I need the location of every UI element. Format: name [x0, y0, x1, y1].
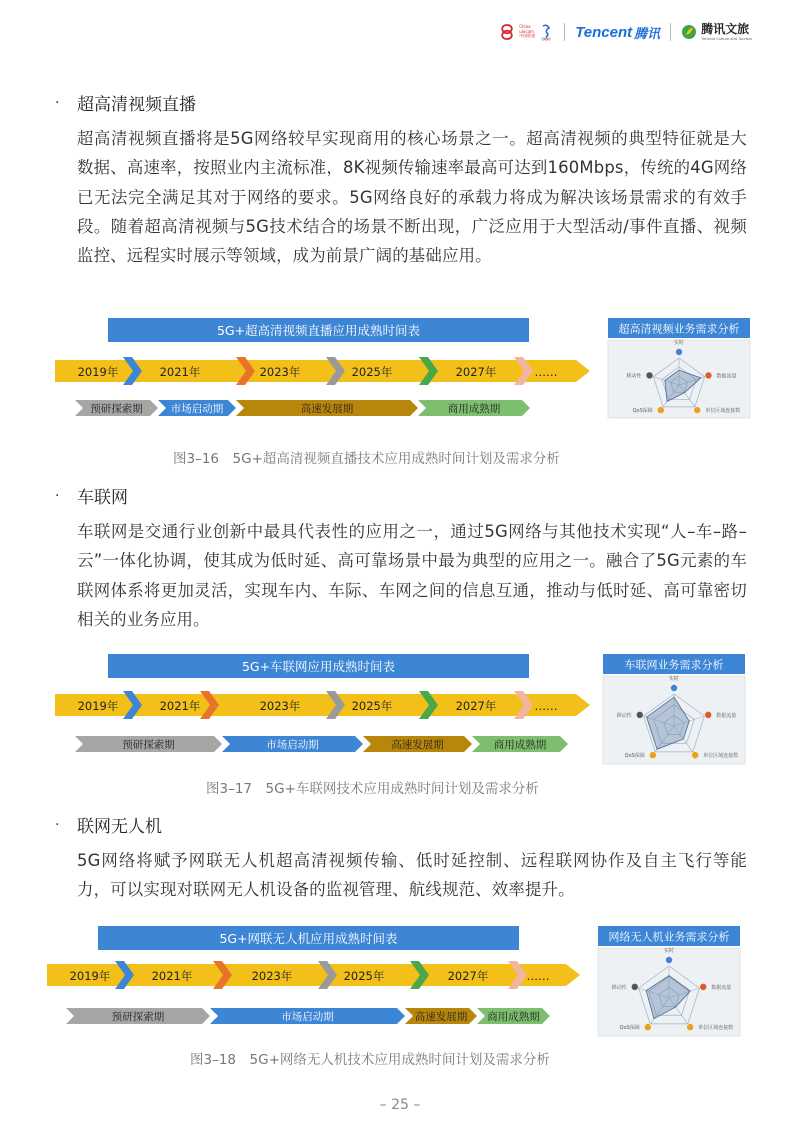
timeline-title: 5G+网联无人机应用成熟时间表	[219, 931, 398, 946]
section-heading	[55, 90, 196, 115]
tencent-logo-en: Tencent	[575, 23, 633, 41]
radar-axis-label: 移动性	[626, 373, 642, 380]
section-paragraph: 超高清视频直播将是5G网络较早实现商用的核心场景之一。超高清视频的典型特征就是大数据、高速率，按照业内主流标准，8K视频传输速率最高可达到160Mbps，传统的4G网络已无法完全满足其对于网络的要求。5G网络良好的承载力将成为解决该场景需求的有效手段。随着超高清视频与5G技术结合的场景不断出现，广泛应用于大型活动/事件直播、视频监控、远程实时展示等领域，成为前景广阔的基础应用。	[77, 129, 747, 266]
timeline-title: 5G+车联网应用成熟时间表	[241, 659, 396, 674]
section-title: 超高清视频直播	[77, 95, 196, 115]
timeline-year-label: 2027年	[455, 365, 497, 379]
timeline-year-label: ……	[534, 365, 558, 379]
radar-axis-label: 单位区域连接数	[698, 1025, 734, 1032]
header-logos	[498, 18, 752, 46]
radar-axis-icon	[658, 407, 664, 413]
wenlv-logo-en: Tencent Culture and Tourism	[701, 36, 752, 41]
bullet-icon: ·	[55, 94, 60, 111]
radar-axis-icon	[632, 984, 638, 990]
phase-label: 商用成熟期	[493, 739, 547, 751]
radar-axis-label: 实时	[668, 676, 680, 682]
radar-axis-label: 单位区域连接数	[705, 408, 741, 415]
timeline-year-label: 2023年	[259, 365, 301, 379]
phase-label: 市场启动期	[170, 403, 224, 415]
radar-axis-label: 移动性	[611, 984, 627, 991]
radar-axis-label: QoS保障	[632, 408, 653, 415]
timeline-svg	[0, 314, 800, 444]
section-title: 车联网	[77, 488, 128, 508]
radar-axis-label: 单位区域连接数	[703, 753, 739, 760]
radar-axis-icon	[646, 372, 652, 378]
phase-label: 预研探索期	[111, 1011, 165, 1023]
figure-3-17	[0, 650, 800, 810]
radar-axis-icon	[694, 407, 700, 413]
timeline-year-label: 2023年	[251, 969, 293, 983]
timeline-year-label: 2025年	[351, 365, 393, 379]
logo-divider	[564, 23, 565, 41]
section-heading	[55, 812, 162, 837]
radar-axis-label: 数据流量	[711, 984, 732, 991]
radar-axis-label: 数据流量	[716, 712, 737, 719]
winter-olympics-emblem-icon	[540, 23, 554, 41]
timeline-year-label: 2019年	[77, 699, 119, 713]
timeline-year-label: 2025年	[343, 969, 385, 983]
logo-divider	[670, 23, 671, 41]
bullet-icon: ·	[55, 487, 60, 504]
radar-axis-icon	[676, 349, 682, 355]
figure-caption: 图3–16 5G+超高清视频直播技术应用成熟时间计划及需求分析	[173, 451, 560, 467]
bullet-icon: ·	[55, 816, 60, 833]
timeline-year-label: ……	[526, 969, 550, 983]
timeline-year-label: 2023年	[259, 699, 301, 713]
timeline-year-label: 2019年	[77, 365, 119, 379]
china-unicom-logo	[498, 23, 554, 41]
timeline-year-label: 2019年	[69, 969, 111, 983]
radar-axis-label: 移动性	[616, 712, 632, 719]
timeline-year-label: 2021年	[159, 699, 201, 713]
section-paragraph: 5G网络将赋予网联无人机超高清视频传输、低时延控制、远程联网协作及自主飞行等能力，可以实现对联网无人机设备的监视管理、航线规范、效率提升。	[77, 851, 747, 900]
section-title: 联网无人机	[77, 817, 162, 837]
phase-label: 商用成熟期	[447, 403, 501, 415]
section-heading	[55, 483, 128, 508]
radar-axis-icon	[666, 957, 672, 963]
radar-axis-label: 数据流量	[716, 373, 737, 380]
phase-label: 高速发展期	[414, 1011, 468, 1023]
tencent-wenlv-logo	[681, 23, 752, 41]
figure-caption: 图3–17 5G+车联网技术应用成熟时间计划及需求分析	[206, 781, 539, 797]
unicom-knot-icon	[498, 23, 516, 41]
radar-axis-label: 实时	[673, 340, 685, 346]
radar-axis-icon	[692, 752, 698, 758]
phase-label: 预研探索期	[122, 739, 175, 751]
phase-label: 商用成熟期	[487, 1011, 540, 1023]
page-number: – 25 –	[379, 1097, 421, 1113]
radar-axis-icon	[650, 752, 656, 758]
timeline-year-label: 2027年	[455, 699, 497, 713]
wenlv-logo-cn: 腾讯文旅	[701, 22, 750, 36]
timeline-year-label: 2021年	[151, 969, 193, 983]
timeline-year-label: 2027年	[447, 969, 489, 983]
timeline-year-label: ……	[534, 699, 558, 713]
radar-axis-icon	[705, 712, 711, 718]
phase-label: 市场启动期	[266, 739, 319, 751]
figure-caption: 图3–18 5G+网络无人机技术应用成熟时间计划及需求分析	[190, 1052, 550, 1068]
timeline-year-label: 2021年	[159, 365, 201, 379]
radar-title: 网络无人机业务需求分析	[608, 930, 730, 944]
figure-3-18	[0, 922, 800, 1082]
wenlv-leaf-icon	[681, 24, 697, 40]
timeline-title: 5G+超高清视频直播应用成熟时间表	[216, 323, 421, 338]
timeline-svg	[0, 922, 800, 1052]
timeline-year-label: 2025年	[351, 699, 393, 713]
unicom-logo-text: China unicom中国联通	[519, 24, 536, 39]
section-paragraph: 车联网是交通行业创新中最具代表性的应用之一，通过5G网络与其他技术实现“人–车–路–云”一体化协调，使其成为低时延、高可靠场景中最为典型的应用之一。融合了5G元素的车联网体系将更加灵活，实现车内、车际、车网之间的信息互通，推动与低时延、高可靠密切相关的业务应用。	[77, 522, 747, 629]
phase-label: 高速发展期	[300, 403, 354, 415]
radar-axis-icon	[700, 984, 706, 990]
radar-axis-icon	[637, 712, 643, 718]
tencent-logo-cn: 腾讯	[634, 26, 661, 42]
radar-axis-icon	[705, 372, 711, 378]
radar-axis-icon	[645, 1024, 651, 1030]
figure-3-16	[0, 314, 800, 474]
tencent-logo	[575, 23, 660, 42]
radar-axis-icon	[671, 685, 677, 691]
timeline-svg	[0, 650, 800, 780]
radar-axis-label: QoS保障	[624, 753, 645, 760]
radar-title: 车联网业务需求分析	[624, 658, 724, 672]
phase-label: 市场启动期	[281, 1011, 334, 1023]
radar-title: 超高清视频业务需求分析	[618, 322, 740, 336]
radar-axis-label: 实时	[663, 948, 675, 954]
phase-label: 预研探索期	[90, 403, 143, 415]
phase-label: 高速发展期	[391, 739, 444, 751]
radar-axis-label: QoS保障	[619, 1025, 640, 1032]
radar-axis-icon	[687, 1024, 693, 1030]
